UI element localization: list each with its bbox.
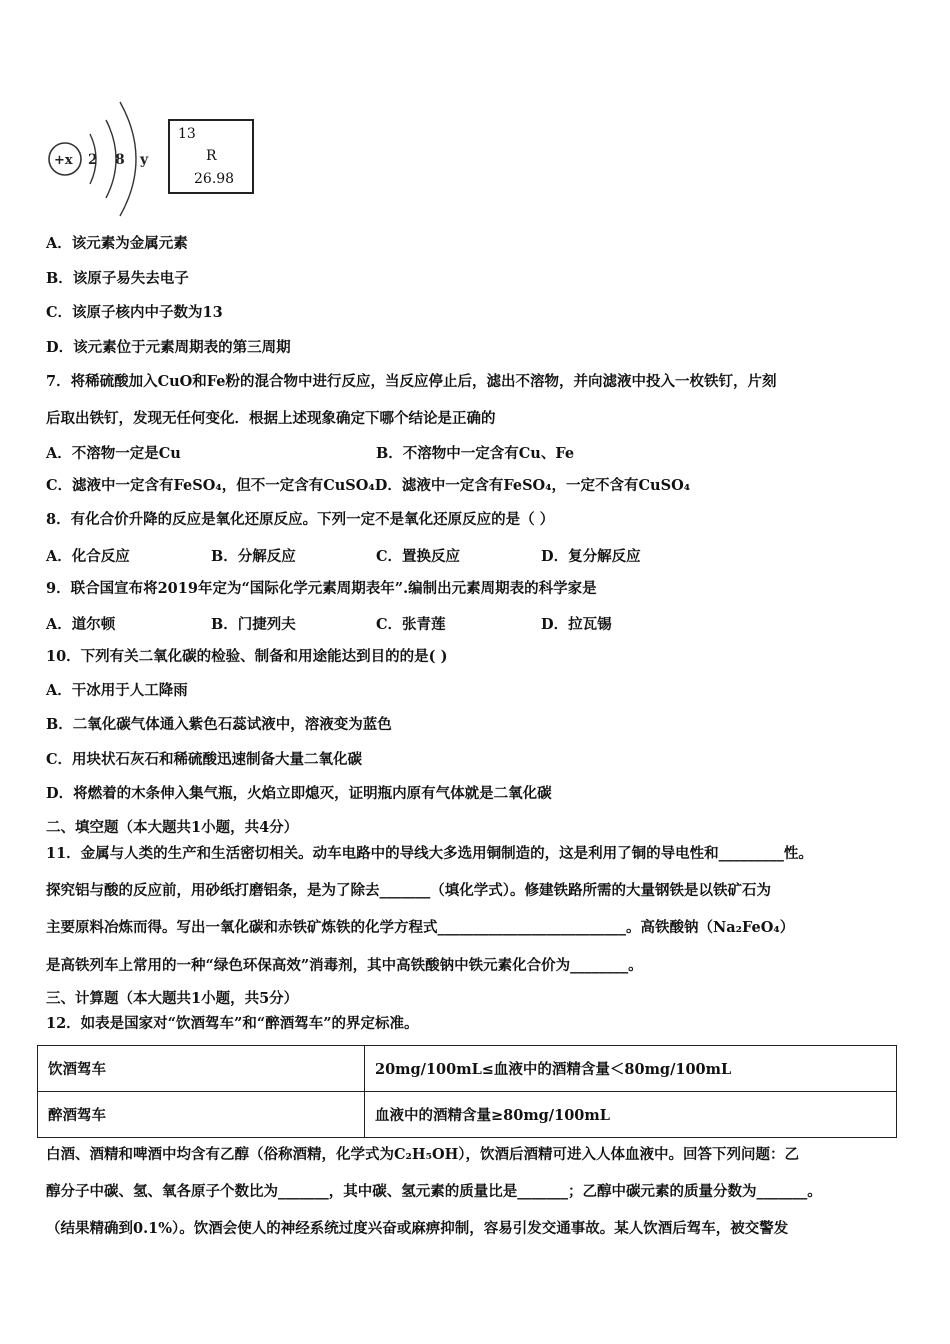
q11-line4: 是高铁列车上常用的一种“绿色环保高效”消毒剂，其中高铁酸钠中铁元素化合价为________。 <box>46 957 643 974</box>
atomic-mass: 26.98 <box>194 171 235 187</box>
nucleus-charge: +x <box>54 153 73 168</box>
q8-option-b: B．分解反应 <box>211 548 296 565</box>
q6-option-c: C．该原子核内中子数为13 <box>46 304 223 321</box>
q9-option-a: A．道尔顿 <box>46 616 116 633</box>
element-symbol: R <box>206 148 217 164</box>
q10-option-a: A．干冰用于人工降雨 <box>46 682 188 699</box>
q8-stem: 8．有化合价升降的反应是氧化还原反应。下列一定不是氧化还原反应的是（ ） <box>46 511 555 528</box>
atomic-number: 13 <box>178 126 196 142</box>
table-cell-criterion: 20mg/100mL≤血液中的酒精含量＜80mg/100mL <box>365 1046 897 1092</box>
q12-text-line3: （结果精确到0.1%）。饮酒会使人的神经系统过度兴奋或麻痹抑制，容易引发交通事故。某人饮酒后驾车，被交警发 <box>46 1220 789 1237</box>
q11-line2: 探究铝与酸的反应前，用砂纸打磨铝条，是为了除去_______（填化学式）。修建铁路所需的大量钢铁是以铁矿石为 <box>46 882 771 899</box>
section-fill-in-heading: 二、填空题（本大题共1小题，共4分） <box>46 819 299 836</box>
periodic-element-box <box>168 119 254 194</box>
q10-option-d: D．将燃着的木条伸入集气瓶，火焰立即熄灭，证明瓶内原有气体就是二氧化碳 <box>46 785 552 802</box>
table-cell-label: 醉酒驾车 <box>38 1092 365 1138</box>
q12-text-line2: 醇分子中碳、氢、氧各原子个数比为_______，其中碳、氢元素的质量比是_______；乙醇中碳元素的质量分数为_______。 <box>46 1183 822 1200</box>
table-row <box>38 1046 897 1092</box>
q10-stem: 10．下列有关二氧化碳的检验、制备和用途能达到目的的是( ) <box>46 648 448 665</box>
q7-stem-line1: 7．将稀硫酸加入CuO和Fe粉的混合物中进行反应，当反应停止后，滤出不溶物，并向滤液中投入一枚铁钉，片刻 <box>46 373 777 390</box>
shell-2-electrons: 8 <box>115 152 125 168</box>
q7-option-a: A．不溶物一定是Cu <box>46 445 181 462</box>
q9-stem: 9．联合国宣布将2019年定为“国际化学元素周期表年”.编制出元素周期表的科学家是 <box>46 580 597 597</box>
q9-option-b: B．门捷列夫 <box>211 616 296 633</box>
shell-1-electrons: 2 <box>88 152 98 168</box>
q10-option-c: C．用块状石灰石和稀硫酸迅速制备大量二氧化碳 <box>46 751 363 768</box>
q10-option-b: B．二氧化碳气体通入紫色石蕊试液中，溶液变为蓝色 <box>46 716 392 733</box>
q6-option-b: B．该原子易失去电子 <box>46 270 189 287</box>
q7-option-d: D．滤液中一定含有FeSO₄，一定不含有CuSO₄ <box>374 477 691 494</box>
q12-intro: 12．如表是国家对“饮酒驾车”和“醉酒驾车”的界定标准。 <box>46 1015 419 1032</box>
q9-option-d: D．拉瓦锡 <box>541 616 612 633</box>
q6-option-a: A．该元素为金属元素 <box>46 235 188 252</box>
table-cell-label: 饮酒驾车 <box>38 1046 365 1092</box>
q6-option-d: D．该元素位于元素周期表的第三周期 <box>46 339 291 356</box>
q8-option-d: D．复分解反应 <box>541 548 641 565</box>
shell-3-electrons: y <box>140 152 149 168</box>
q11-line1: 11．金属与人类的生产和生活密切相关。动车电路中的导线大多选用铜制造的，这是利用了铜的导电性和_________性。 <box>46 845 813 862</box>
q12-text-line1: 白酒、酒精和啤酒中均含有乙醇（俗称酒精，化学式为C₂H₅OH），饮酒后酒精可进入人体血液中。回答下列问题：乙 <box>46 1146 800 1163</box>
q7-stem-line2: 后取出铁钉，发现无任何变化．根据上述现象确定下哪个结论是正确的 <box>46 410 496 427</box>
q7-option-b: B．不溶物中一定含有Cu、Fe <box>376 445 575 462</box>
drink-driving-standard-table <box>37 1045 897 1138</box>
q11-line3: 主要原料冶炼而得。写出一氧化碳和赤铁矿炼铁的化学方程式__________________________。高铁酸钠（Na₂FeO₄） <box>46 919 795 936</box>
q8-option-a: A．化合反应 <box>46 548 130 565</box>
section-calculation-heading: 三、计算题（本大题共1小题，共5分） <box>46 990 299 1007</box>
q9-option-c: C．张青莲 <box>376 616 446 633</box>
table-cell-criterion: 血液中的酒精含量≥80mg/100mL <box>365 1092 897 1138</box>
q8-option-c: C．置换反应 <box>376 548 461 565</box>
table-row <box>38 1092 897 1138</box>
q7-options-row2 <box>46 476 690 496</box>
q7-option-c: C．滤液中一定含有FeSO₄，但不一定含有CuSO₄ <box>46 477 375 494</box>
